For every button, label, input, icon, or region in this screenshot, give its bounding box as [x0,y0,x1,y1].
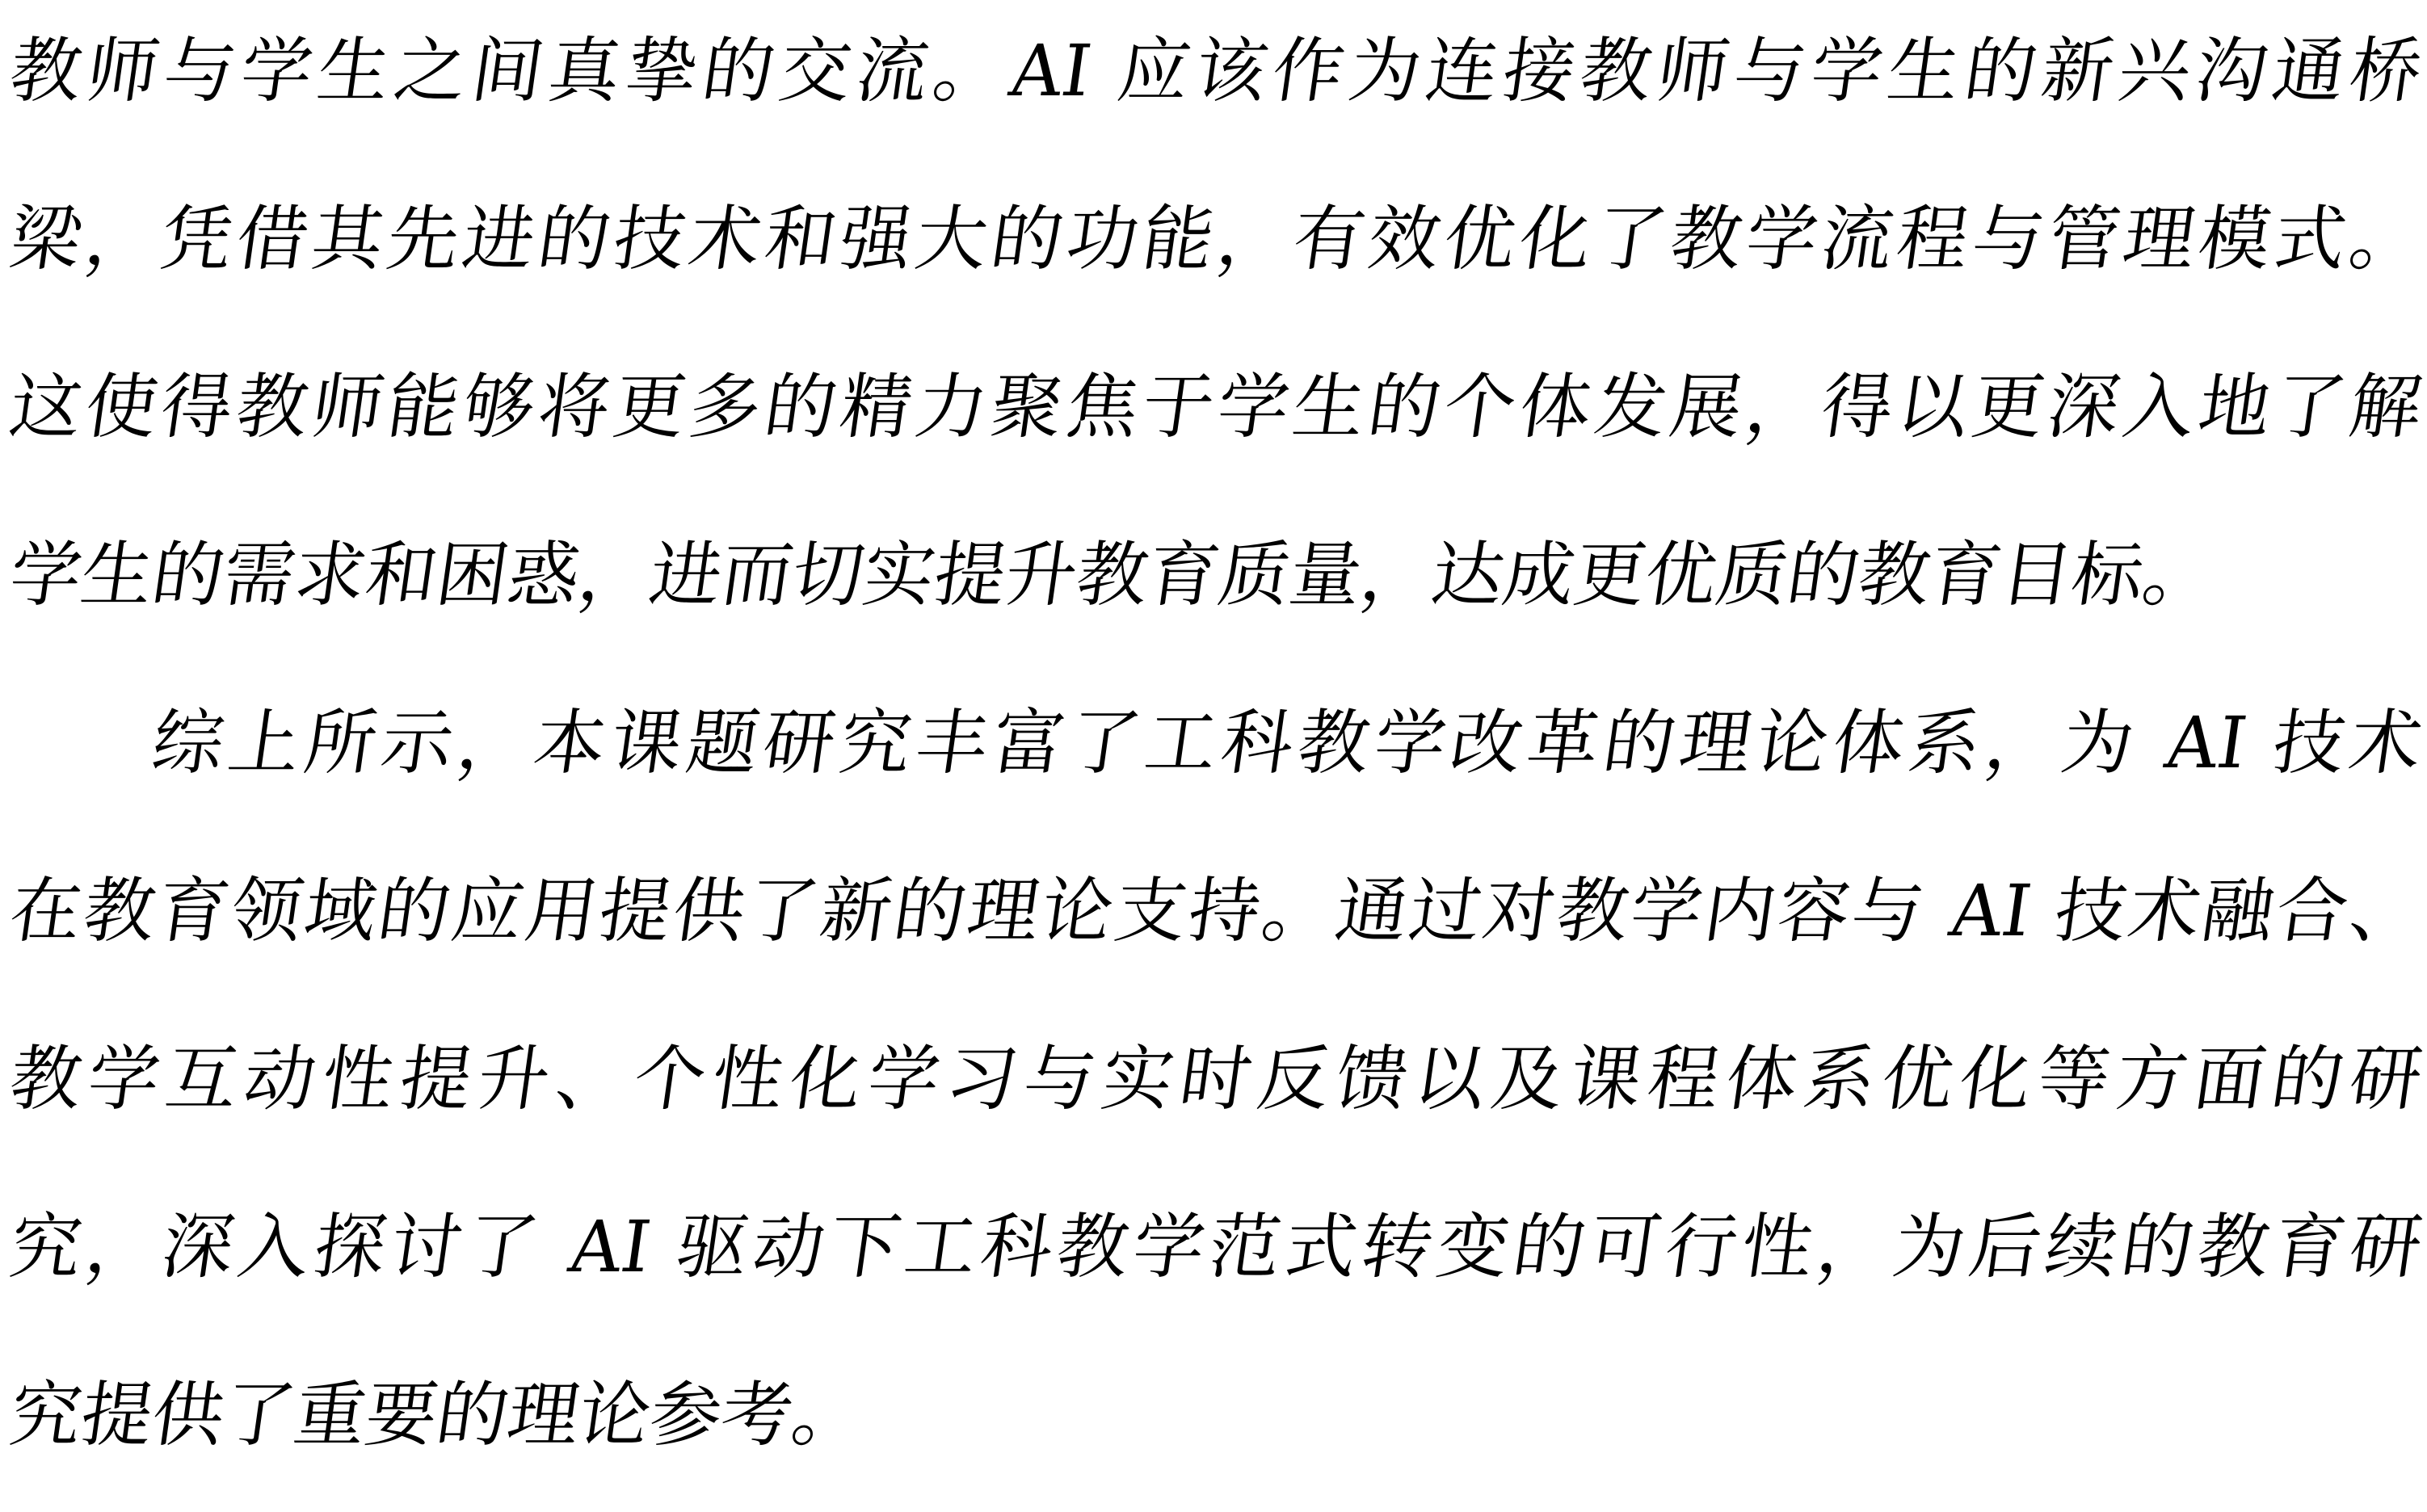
paragraph2-line-4: 究，深入探讨了 AI 驱动下工科教学范式转变的可行性，为后续的教育研 [4,1205,2427,1288]
paragraph1-line-2: 梁，凭借其先进的技术和强大的功能，有效优化了教学流程与管理模式。 [4,197,2427,280]
paragraph1-line-3: 这使得教师能够将更多的精力聚焦于学生的个体发展，得以更深入地了解 [4,365,2427,448]
paragraph1-line-4: 学生的需求和困惑，进而切实提升教育质量，达成更优质的教育目标。 [4,533,2221,616]
paragraph2-line-2: 在教育领域的应用提供了新的理论支持。通过对教学内容与 AI 技术融合、 [4,869,2427,952]
paragraph2-line-1: 综上所示，本课题研究丰富了工科教学改革的理论体系，为 AI 技术 [146,701,2427,784]
paragraph1-line-1: 教师与学生之间真挚的交流。AI 应该作为连接教师与学生的新兴沟通桥 [4,29,2427,112]
paragraph2-line-3: 教学互动性提升、个性化学习与实时反馈以及课程体系优化等方面的研 [4,1037,2427,1120]
paragraph2-line-5: 究提供了重要的理论参考。 [4,1373,870,1456]
